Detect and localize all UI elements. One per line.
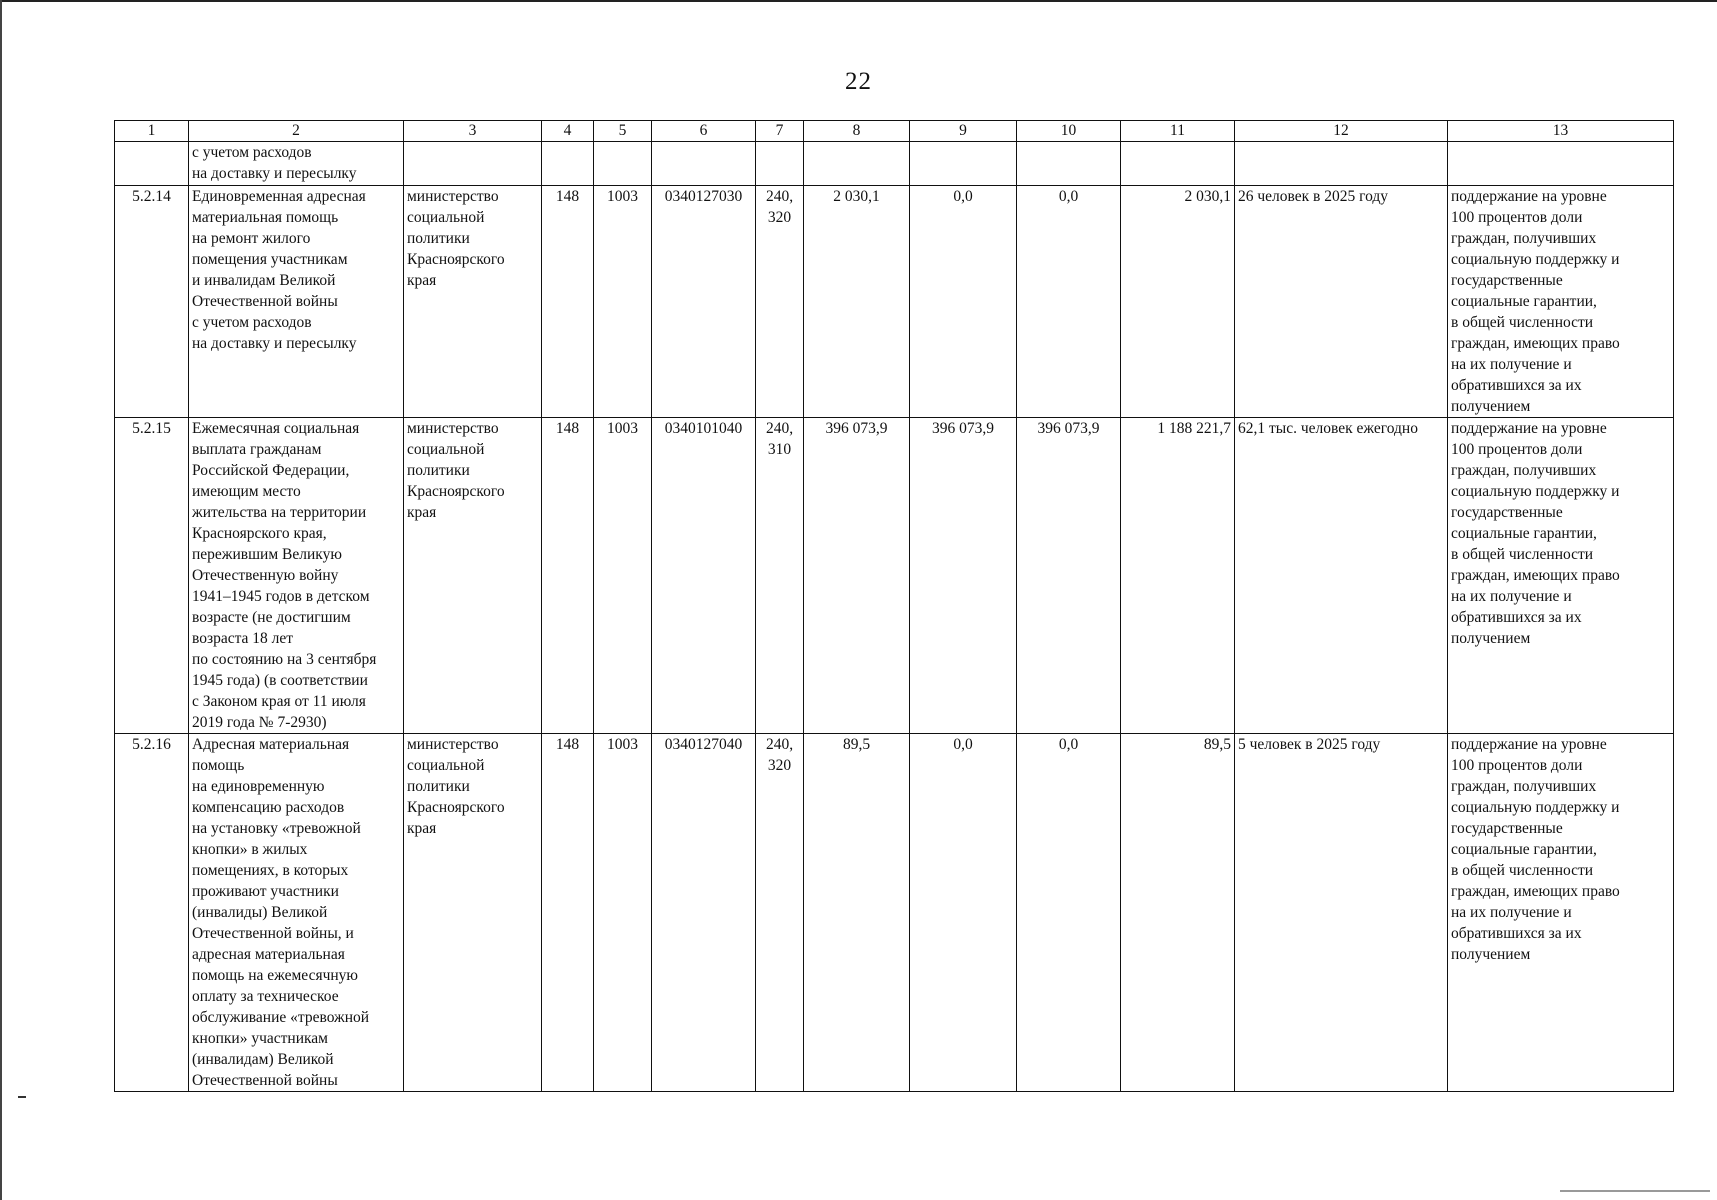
executor: министерство социальной политики Красноярского края	[404, 418, 542, 734]
column-header-3: 3	[404, 121, 542, 142]
expected-result: 5 человек в 2025 году	[1235, 734, 1448, 1092]
amount-year-2: 396 073,9	[910, 418, 1017, 734]
amount-year-3: 396 073,9	[1017, 418, 1121, 734]
code-grbs: 148	[542, 418, 594, 734]
row-number: 5.2.14	[115, 186, 189, 418]
continuation-cell-10	[1017, 142, 1121, 186]
column-header-13: 13	[1448, 121, 1674, 142]
continuation-name-cell: с учетом расходов на доставку и пересылку	[189, 142, 404, 186]
code-section: 1003	[594, 418, 652, 734]
column-header-12: 12	[1235, 121, 1448, 142]
expected-result: 62,1 тыс. человек ежегодно	[1235, 418, 1448, 734]
activity-name: Адресная материальная помощь на единовременную компенсацию расходов на установку «тревожной кнопки» в жилых помещениях, в которых проживают участники (инвалиды) Великой Отечественной войны, и адресная материальная помощь на ежемесячную оплату за техническое обслуживание «тревожной кнопки» участникам (инвалидам) Великой Отечественной войны	[189, 734, 404, 1092]
program-activities-table	[114, 120, 1674, 1092]
row-number: 5.2.16	[115, 734, 189, 1092]
table-row	[115, 734, 1674, 1092]
column-header-11: 11	[1121, 121, 1235, 142]
page-number: 22	[845, 68, 872, 95]
code-grbs: 148	[542, 186, 594, 418]
continuation-cell-5	[594, 142, 652, 186]
executor: министерство социальной политики Красноярского края	[404, 186, 542, 418]
code-expense-type: 240, 310	[756, 418, 804, 734]
activity-name: Ежемесячная социальная выплата гражданам Российской Федерации, имеющим место жительства на территории Красноярского края, пережившим Великую Отечественную войну 1941–1945 годов в детском возрасте (не достигшим возраста 18 лет по состоянию на 3 сентября 1945 года) (в соответствии с Законом края от 11 июля 2019 года № 7-2930)	[189, 418, 404, 734]
code-section: 1003	[594, 186, 652, 418]
executor: министерство социальной политики Красноярского края	[404, 734, 542, 1092]
amount-year-1: 89,5	[804, 734, 910, 1092]
continuation-cell-6	[652, 142, 756, 186]
amount-year-3: 0,0	[1017, 734, 1121, 1092]
amount-year-2: 0,0	[910, 734, 1017, 1092]
table-row	[115, 418, 1674, 734]
code-section: 1003	[594, 734, 652, 1092]
column-header-9: 9	[910, 121, 1017, 142]
column-number-header-row	[115, 121, 1674, 142]
amount-total: 1 188 221,7	[1121, 418, 1235, 734]
code-target: 0340101040	[652, 418, 756, 734]
code-expense-type: 240, 320	[756, 186, 804, 418]
continuation-cell-8	[804, 142, 910, 186]
indicator: поддержание на уровне 100 процентов доли граждан, получивших социальную поддержку и государственные социальные гарантии, в общей численности граждан, имеющих право на их получение и обратившихся за их получением	[1448, 734, 1674, 1092]
amount-year-1: 396 073,9	[804, 418, 910, 734]
continuation-cell-11	[1121, 142, 1235, 186]
continuation-cell-13	[1448, 142, 1674, 186]
continuation-cell-3	[404, 142, 542, 186]
scan-speck	[18, 1096, 26, 1098]
column-header-5: 5	[594, 121, 652, 142]
continuation-num-cell	[115, 142, 189, 186]
code-grbs: 148	[542, 734, 594, 1092]
amount-year-1: 2 030,1	[804, 186, 910, 418]
code-target: 0340127030	[652, 186, 756, 418]
table-row	[115, 186, 1674, 418]
indicator: поддержание на уровне 100 процентов доли граждан, получивших социальную поддержку и государственные социальные гарантии, в общей численности граждан, имеющих право на их получение и обратившихся за их получением	[1448, 418, 1674, 734]
scan-speck	[1560, 1190, 1710, 1192]
scan-edge-top	[0, 0, 1717, 2]
amount-total: 89,5	[1121, 734, 1235, 1092]
row-number: 5.2.15	[115, 418, 189, 734]
amount-year-2: 0,0	[910, 186, 1017, 418]
column-header-10: 10	[1017, 121, 1121, 142]
column-header-1: 1	[115, 121, 189, 142]
continuation-cell-7	[756, 142, 804, 186]
indicator: поддержание на уровне 100 процентов доли граждан, получивших социальную поддержку и государственные социальные гарантии, в общей численности граждан, имеющих право на их получение и обратившихся за их получением	[1448, 186, 1674, 418]
column-header-8: 8	[804, 121, 910, 142]
column-header-7: 7	[756, 121, 804, 142]
continuation-cell-9	[910, 142, 1017, 186]
activity-name: Единовременная адресная материальная помощь на ремонт жилого помещения участникам и инвалидам Великой Отечественной войны с учетом расходов на доставку и пересылку	[189, 186, 404, 418]
scan-edge-left	[0, 0, 2, 1200]
continuation-cell-12	[1235, 142, 1448, 186]
amount-year-3: 0,0	[1017, 186, 1121, 418]
column-header-2: 2	[189, 121, 404, 142]
column-header-4: 4	[542, 121, 594, 142]
continuation-cell-4	[542, 142, 594, 186]
expected-result: 26 человек в 2025 году	[1235, 186, 1448, 418]
continuation-row	[115, 142, 1674, 186]
code-expense-type: 240, 320	[756, 734, 804, 1092]
code-target: 0340127040	[652, 734, 756, 1092]
column-header-6: 6	[652, 121, 756, 142]
amount-total: 2 030,1	[1121, 186, 1235, 418]
